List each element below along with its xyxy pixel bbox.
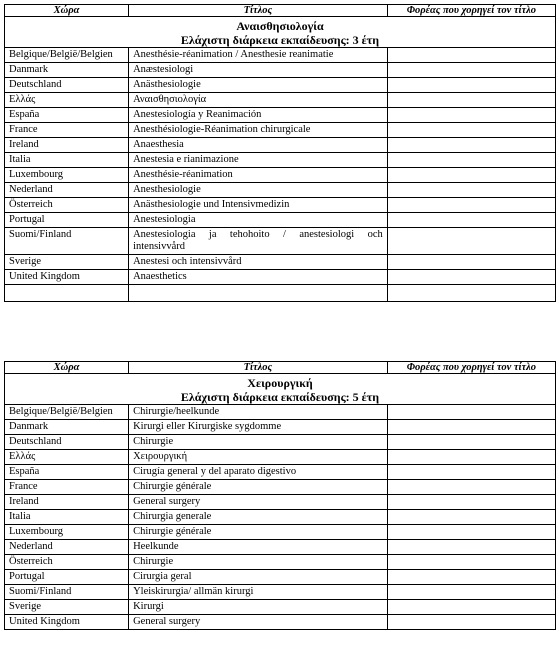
- table-row: [5, 183, 556, 198]
- title-cell: Heelkunde: [129, 540, 388, 555]
- awarding-body-header: Φορέας που χορηγεί τον τίτλο: [387, 362, 555, 374]
- country-cell: Deutschland: [5, 78, 129, 93]
- awarding-body-cell: [387, 450, 555, 465]
- country-cell: Luxembourg: [5, 525, 129, 540]
- title-cell: Chirurgie/heelkunde: [129, 405, 388, 420]
- surgery-table: [4, 361, 556, 630]
- awarding-body-cell: [387, 183, 555, 198]
- table-row: [5, 480, 556, 495]
- country-cell: United Kingdom: [5, 270, 129, 285]
- awarding-body-cell: [387, 78, 555, 93]
- country-cell: España: [5, 465, 129, 480]
- table-row: [5, 585, 556, 600]
- title-cell: Anaesthetics: [129, 270, 388, 285]
- awarding-body-cell: [387, 138, 555, 153]
- awarding-body-header: Φορέας που χορηγεί τον τίτλο: [387, 5, 555, 17]
- awarding-body-cell: [387, 420, 555, 435]
- awarding-body-cell: [387, 108, 555, 123]
- country-cell: Luxembourg: [5, 168, 129, 183]
- title-header: Τίτλος: [129, 5, 388, 17]
- table-row: [5, 525, 556, 540]
- title-cell: Anästhesiologie und Intensivmedizin: [129, 198, 388, 213]
- country-cell: Nederland: [5, 540, 129, 555]
- table-row: [5, 450, 556, 465]
- category-name: Αναισθησιολογία: [236, 19, 324, 33]
- table-row: [5, 435, 556, 450]
- title-cell: Yleiskirurgia/ allmän kirurgi: [129, 585, 388, 600]
- awarding-body-cell: [387, 93, 555, 108]
- category-row: [5, 374, 556, 405]
- table-row: [5, 63, 556, 78]
- anesthesiology-table: [4, 4, 556, 302]
- country-cell: Italia: [5, 153, 129, 168]
- table-row: [5, 405, 556, 420]
- awarding-body-cell: [387, 555, 555, 570]
- country-cell: Ελλάς: [5, 93, 129, 108]
- country-cell: Ireland: [5, 495, 129, 510]
- title-cell: Anesthesiologie: [129, 183, 388, 198]
- country-cell: Ελλάς: [5, 450, 129, 465]
- table-row: [5, 465, 556, 480]
- title-cell: Αναισθησιολογία: [129, 93, 388, 108]
- awarding-body-cell: [387, 435, 555, 450]
- empty-cell: [5, 285, 129, 302]
- country-cell: Suomi/Finland: [5, 585, 129, 600]
- table-row: [5, 570, 556, 585]
- title-cell: Anaesthesia: [129, 138, 388, 153]
- country-cell: Belgique/België/Belgien: [5, 48, 129, 63]
- country-cell: Österreich: [5, 198, 129, 213]
- title-cell: Cirugía general y del aparato digestivo: [129, 465, 388, 480]
- country-cell: France: [5, 123, 129, 138]
- awarding-body-cell: [387, 510, 555, 525]
- empty-cell: [387, 285, 555, 302]
- title-cell: Anestesiologia: [129, 213, 388, 228]
- table-row: [5, 540, 556, 555]
- country-cell: Nederland: [5, 183, 129, 198]
- awarding-body-cell: [387, 600, 555, 615]
- table-row: [5, 93, 556, 108]
- title-cell: Anestesiologia ja tehohoito / anestesiologi och intensivvård: [129, 228, 388, 255]
- awarding-body-cell: [387, 540, 555, 555]
- table-row: [5, 48, 556, 63]
- awarding-body-cell: [387, 255, 555, 270]
- title-cell: General surgery: [129, 495, 388, 510]
- table-row: [5, 108, 556, 123]
- table-row: [5, 270, 556, 285]
- table-row: [5, 168, 556, 183]
- country-cell: Danmark: [5, 63, 129, 78]
- category-duration: Ελάχιστη διάρκεια εκπαίδευσης: 5 έτη: [180, 390, 380, 404]
- awarding-body-cell: [387, 405, 555, 420]
- awarding-body-cell: [387, 585, 555, 600]
- awarding-body-cell: [387, 228, 555, 255]
- awarding-body-cell: [387, 168, 555, 183]
- table-row: [5, 78, 556, 93]
- table-row: [5, 228, 556, 255]
- country-header: Χώρα: [5, 362, 129, 374]
- table-row: [5, 255, 556, 270]
- awarding-body-cell: [387, 525, 555, 540]
- country-cell: Portugal: [5, 213, 129, 228]
- awarding-body-cell: [387, 153, 555, 168]
- table-row: [5, 615, 556, 630]
- title-header: Τίτλος: [129, 362, 388, 374]
- awarding-body-cell: [387, 198, 555, 213]
- title-cell: Anesthésie-réanimation: [129, 168, 388, 183]
- country-header: Χώρα: [5, 5, 129, 17]
- country-cell: Österreich: [5, 555, 129, 570]
- header-row: [5, 5, 556, 17]
- title-cell: Anesthésie-réanimation / Anesthesie reanimatie: [129, 48, 388, 63]
- category-cell: [5, 17, 556, 48]
- country-cell: Belgique/België/Belgien: [5, 405, 129, 420]
- table-row: [5, 138, 556, 153]
- awarding-body-cell: [387, 615, 555, 630]
- category-row: [5, 17, 556, 48]
- table-row: [5, 213, 556, 228]
- title-cell: Chirurgie générale: [129, 525, 388, 540]
- country-cell: Italia: [5, 510, 129, 525]
- awarding-body-cell: [387, 48, 555, 63]
- spacer-row: [5, 285, 556, 302]
- title-cell: Anästhesiologie: [129, 78, 388, 93]
- category-name: Χειρουργική: [247, 376, 313, 390]
- table-row: [5, 420, 556, 435]
- awarding-body-cell: [387, 480, 555, 495]
- country-cell: Portugal: [5, 570, 129, 585]
- empty-cell: [129, 285, 388, 302]
- title-cell: Cirurgia geral: [129, 570, 388, 585]
- country-cell: Sverige: [5, 600, 129, 615]
- title-cell: Χειρουργική: [129, 450, 388, 465]
- country-cell: Sverige: [5, 255, 129, 270]
- category-cell: [5, 374, 556, 405]
- title-cell: General surgery: [129, 615, 388, 630]
- awarding-body-cell: [387, 270, 555, 285]
- title-cell: Anestesi och intensivvård: [129, 255, 388, 270]
- country-cell: Ireland: [5, 138, 129, 153]
- header-row: [5, 362, 556, 374]
- awarding-body-cell: [387, 495, 555, 510]
- title-cell: Chirurgie: [129, 435, 388, 450]
- awarding-body-cell: [387, 123, 555, 138]
- table-row: [5, 153, 556, 168]
- title-cell: Chirurgia generale: [129, 510, 388, 525]
- title-cell: Kirurgi eller Kirurgiske sygdomme: [129, 420, 388, 435]
- country-cell: España: [5, 108, 129, 123]
- country-cell: Suomi/Finland: [5, 228, 129, 255]
- country-cell: Danmark: [5, 420, 129, 435]
- table-row: [5, 495, 556, 510]
- table-row: [5, 555, 556, 570]
- category-duration: Ελάχιστη διάρκεια εκπαίδευσης: 3 έτη: [180, 33, 380, 47]
- title-cell: Anestesia e rianimazione: [129, 153, 388, 168]
- table-row: [5, 123, 556, 138]
- table-row: [5, 510, 556, 525]
- country-cell: France: [5, 480, 129, 495]
- title-cell: Kirurgi: [129, 600, 388, 615]
- table-row: [5, 198, 556, 213]
- awarding-body-cell: [387, 63, 555, 78]
- country-cell: Deutschland: [5, 435, 129, 450]
- awarding-body-cell: [387, 570, 555, 585]
- title-cell: Chirurgie: [129, 555, 388, 570]
- title-cell: Chirurgie générale: [129, 480, 388, 495]
- title-cell: Anesthésiologie-Réanimation chirurgicale: [129, 123, 388, 138]
- awarding-body-cell: [387, 213, 555, 228]
- title-cell: Anæstesiologi: [129, 63, 388, 78]
- country-cell: United Kingdom: [5, 615, 129, 630]
- awarding-body-cell: [387, 465, 555, 480]
- title-cell: Anestesiología y Reanimación: [129, 108, 388, 123]
- table-row: [5, 600, 556, 615]
